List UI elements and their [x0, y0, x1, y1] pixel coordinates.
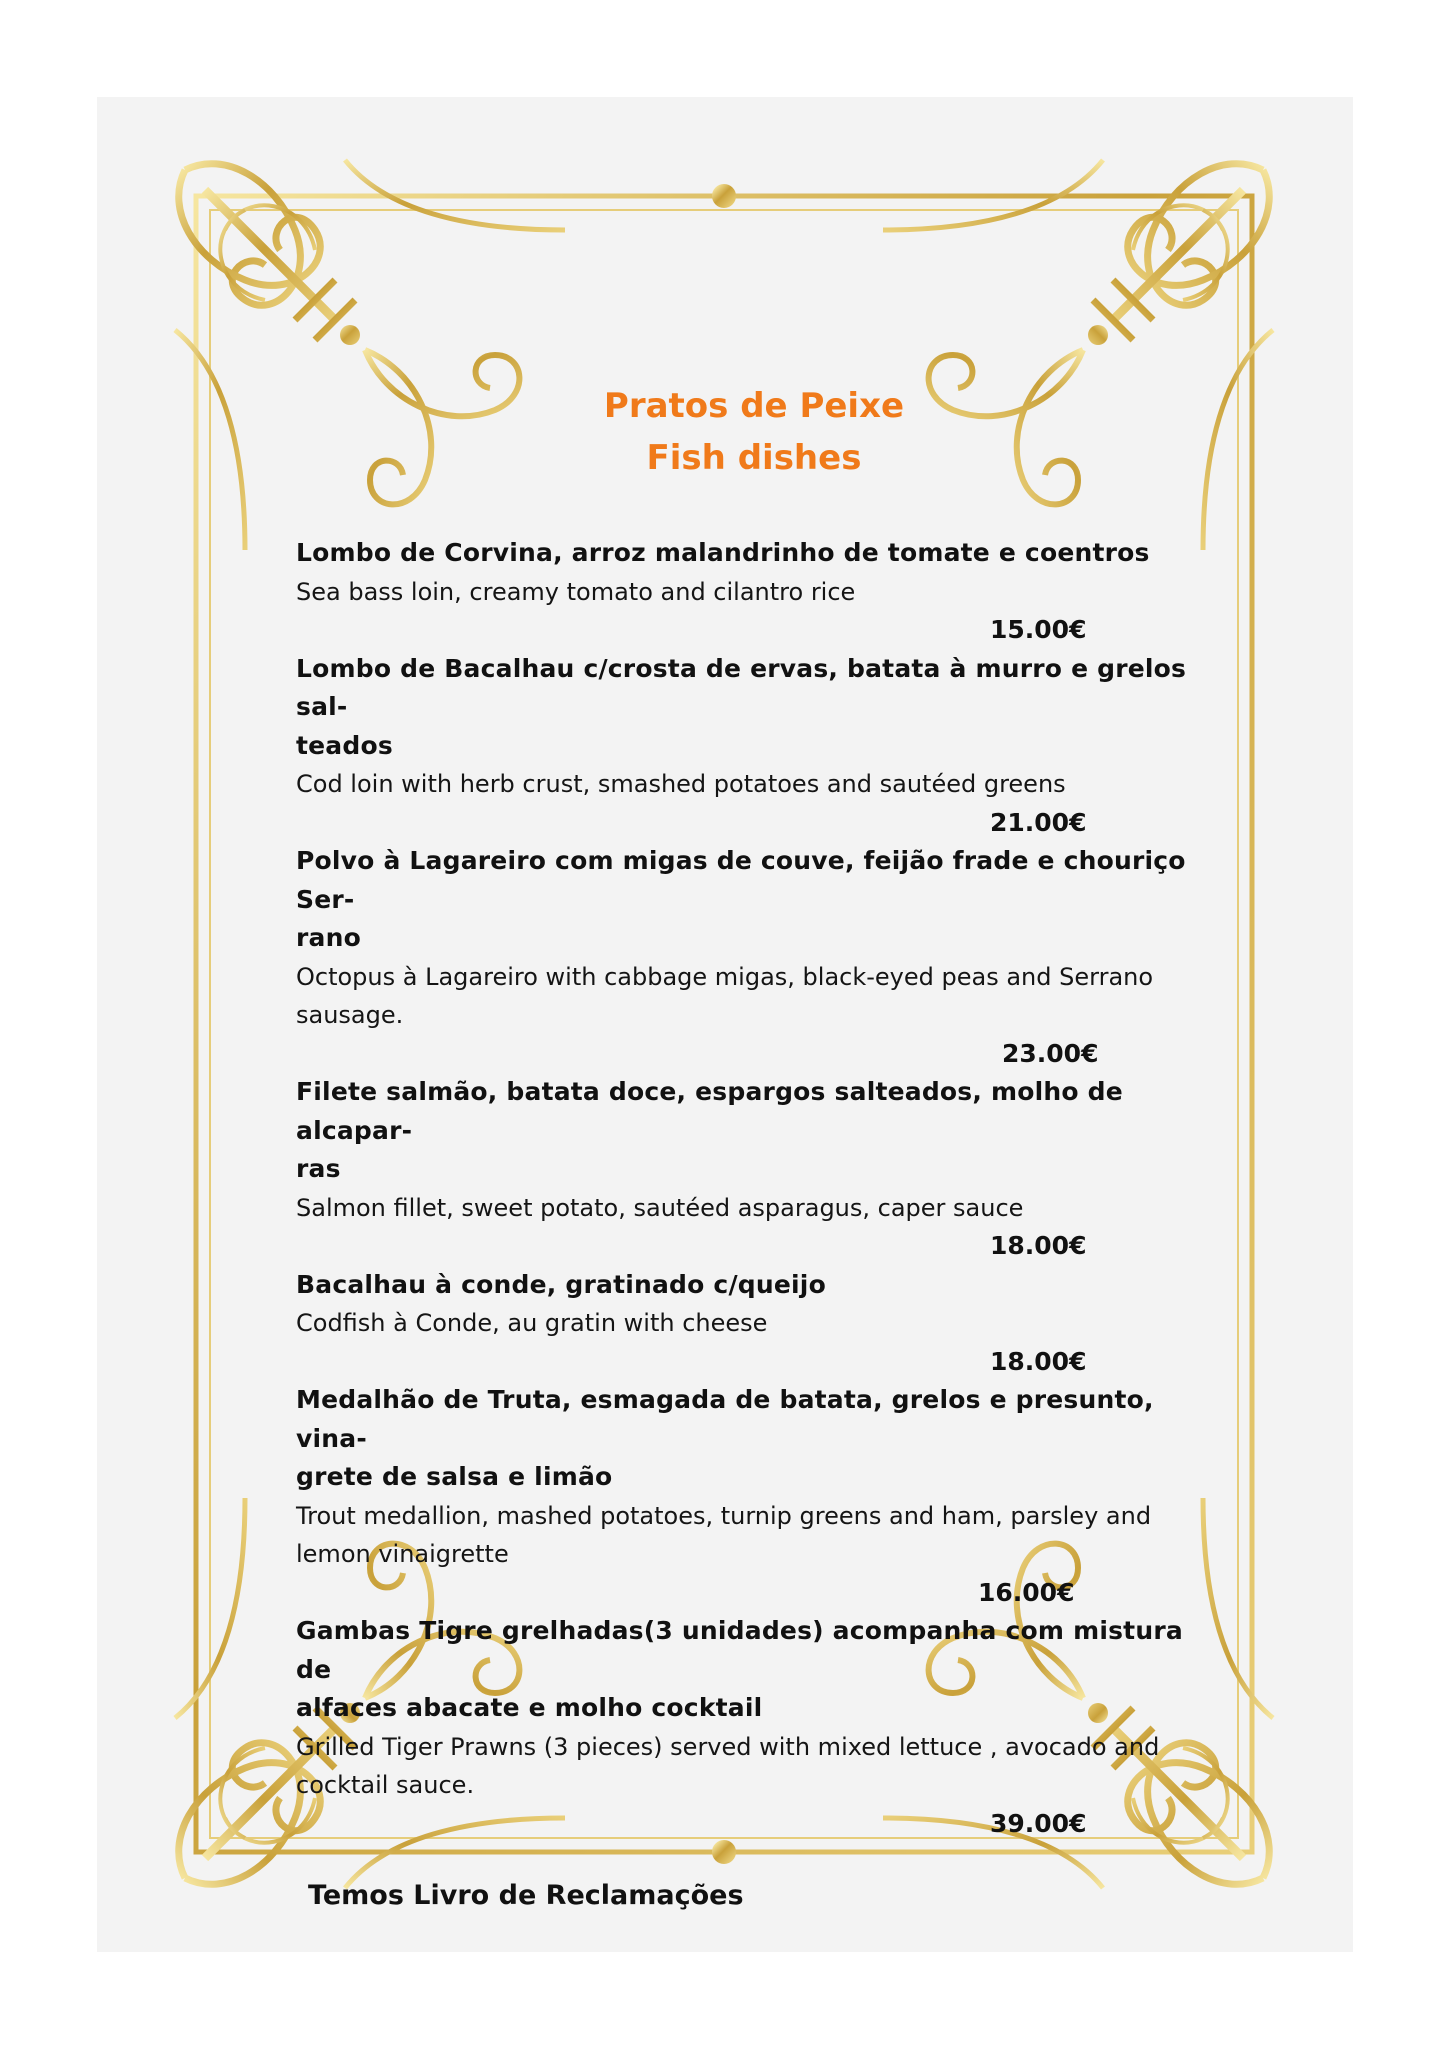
menu-title-en: Fish dishes — [646, 438, 862, 478]
dish-description: Grilled Tiger Prawns (3 pieces) served with mixed lettuce , avocado and — [296, 1732, 1160, 1761]
dish-description: Trout medallion, mashed potatoes, turnip greens and ham, parsley and — [296, 1501, 1152, 1530]
dish-item — [296, 1381, 1226, 1612]
dish-price: 23.00€ — [1002, 1038, 1099, 1068]
dish-price: 21.00€ — [990, 807, 1087, 837]
dish-name: Gambas Tigre grelhadas(3 unidades) acompanha com mistura de — [296, 1616, 1183, 1684]
dish-price: 18.00€ — [990, 1231, 1087, 1260]
dish-item — [296, 1266, 1226, 1382]
dish-name: Lombo de Bacalhau c/crosta de ervas, batata à murro e grelos sal- — [296, 653, 1187, 721]
dish-description: Codfish à Conde, au gratin with cheese — [296, 1309, 768, 1337]
dish-name: Filete salmão, batata doce, espargos salteados, molho de alcapar- — [296, 1077, 1123, 1145]
complaints-book-notice: Temos Livro de Reclamações — [308, 1880, 744, 1911]
dish-name: Bacalhau à conde, gratinado c/queijo — [296, 1269, 826, 1299]
dish-name: Medalhão de Truta, esmagada de batata, grelos e presunto, vina- — [296, 1385, 1154, 1453]
dish-description: Salmon fillet, sweet potato, sautéed asparagus, caper sauce — [296, 1193, 1024, 1222]
menu-title-pt: Pratos de Peixe — [603, 386, 905, 426]
dish-description-cont: sausage. — [296, 1001, 404, 1029]
dish-item — [296, 842, 1226, 1073]
dish-price: 18.00€ — [990, 1346, 1087, 1376]
dish-name-cont: rano — [296, 923, 361, 952]
dish-item — [296, 1073, 1226, 1266]
dish-description-cont: lemon vinaigrette — [296, 1540, 509, 1568]
dish-price: 15.00€ — [990, 615, 1087, 644]
dish-name-cont: alfaces abacate e molho cocktail — [296, 1693, 763, 1722]
dish-item — [296, 650, 1226, 843]
dish-name: Polvo à Lagareiro com migas de couve, feijão frade e chouriço Ser- — [296, 846, 1186, 914]
dish-name: Lombo de Corvina, arroz malandrinho de tomate e coentros — [296, 538, 1150, 567]
dish-description: Octopus à Lagareiro with cabbage migas, black-eyed peas and Serrano — [296, 962, 1154, 991]
dish-description-cont: cocktail sauce. — [296, 1771, 475, 1799]
dish-description: Cod loin with herb crust, smashed potatoes and sautéed greens — [296, 770, 1066, 798]
dish-name-cont: ras — [296, 1154, 341, 1183]
dish-description: Sea bass loin, creamy tomato and cilantro rice — [296, 577, 856, 606]
dish-list — [296, 534, 1226, 1843]
dish-price: 39.00€ — [990, 1808, 1087, 1838]
dish-item — [296, 534, 1226, 650]
dish-price: 16.00€ — [978, 1577, 1075, 1607]
dish-name-cont: grete de salsa e limão — [296, 1462, 613, 1491]
dish-name-cont: teados — [296, 730, 393, 760]
dish-item — [296, 1612, 1226, 1843]
